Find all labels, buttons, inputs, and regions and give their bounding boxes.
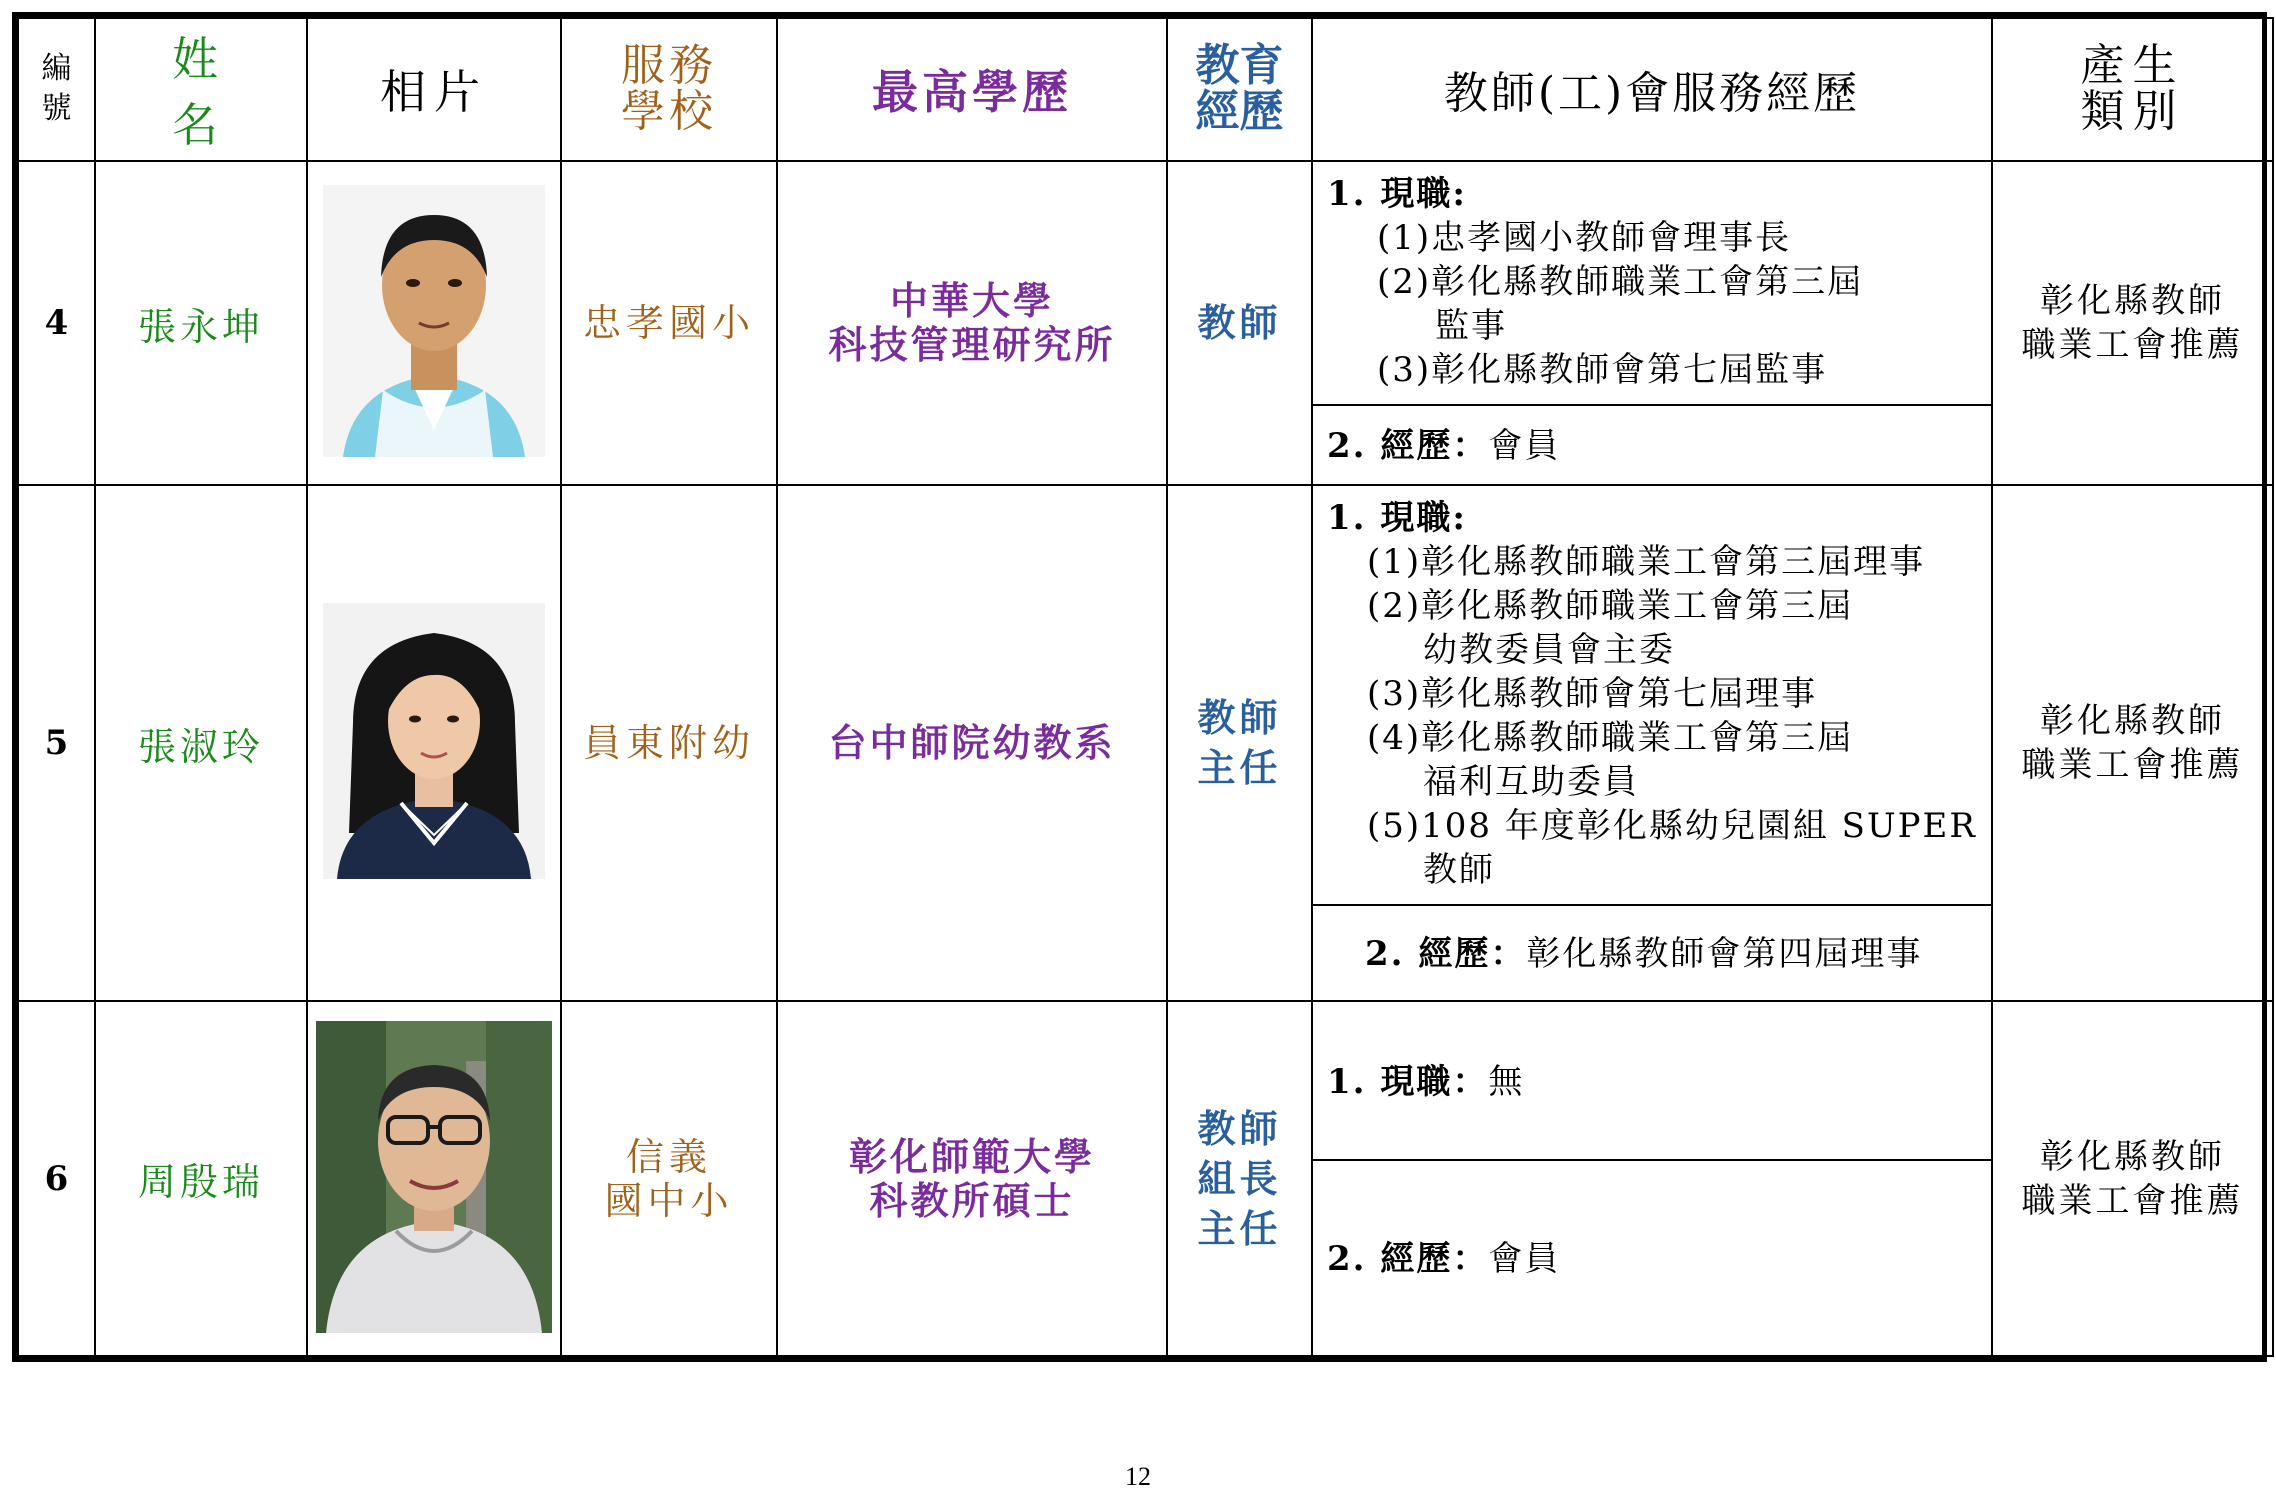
education-experience — [1167, 1001, 1312, 1356]
past-value: 會員 — [1488, 426, 1561, 467]
current-item: 幼教委員會主委 — [1423, 630, 1675, 671]
header-education-line2: 經歷 — [1195, 86, 1284, 138]
header-education-line1: 教育 — [1195, 40, 1284, 92]
current-item: (5)108 年度彰化縣幼兒園組 SUPER — [1367, 806, 1977, 847]
type-line: 彰化縣教師 — [2040, 701, 2225, 742]
row-number: 6 — [18, 1001, 95, 1356]
past-label: 2. 經歷： — [1327, 1238, 1489, 1279]
type-line: 彰化縣教師 — [2040, 281, 2225, 322]
degree-line: 中華大學 — [889, 278, 1054, 324]
candidate-photo — [316, 1021, 552, 1333]
header-number — [18, 18, 95, 161]
degree-line: 科教所碩士 — [869, 1177, 1075, 1223]
current-item: 監事 — [1435, 305, 1507, 346]
candidate-name: 張永坤 — [95, 161, 307, 486]
current-item: 教師 — [1423, 850, 1495, 891]
current-positions — [1312, 1001, 1992, 1160]
current-item: 福利互助委員 — [1423, 762, 1639, 803]
candidate-name: 張淑玲 — [95, 485, 307, 1001]
nomination-type — [1992, 1001, 2273, 1356]
current-item: (3)彰化縣教師會第七屆監事 — [1377, 349, 1828, 390]
school-line: 員東附幼 — [582, 721, 755, 766]
past-value: 會員 — [1488, 1238, 1561, 1279]
header-school-line1: 服務 — [621, 40, 717, 92]
current-label: 1. 現職: — [1327, 173, 1467, 214]
header-photo: 相片 — [307, 18, 561, 161]
nomination-type — [1992, 161, 2273, 486]
highest-degree — [777, 485, 1167, 1001]
candidate-name: 周殷瑞 — [95, 1001, 307, 1356]
row-number: 5 — [18, 485, 95, 1001]
photo-cell — [307, 485, 561, 1001]
school-line: 國中小 — [604, 1178, 734, 1223]
current-item: (1)彰化縣教師職業工會第三屆理事 — [1367, 542, 1926, 583]
degree-line: 台中師院幼教系 — [828, 720, 1116, 766]
header-school — [561, 18, 777, 161]
photo-cell — [307, 161, 561, 486]
service-school — [561, 161, 777, 486]
table-row — [18, 485, 2273, 904]
service-school — [561, 1001, 777, 1356]
current-item: (2)彰化縣教師職業工會第三屆 — [1367, 586, 1854, 627]
edu-line: 教師 — [1197, 1105, 1282, 1151]
header-number-line1: 編 — [41, 51, 72, 87]
page-number: 12 — [1125, 1462, 1151, 1491]
header-type-line2: 類別 — [2080, 86, 2185, 138]
type-line: 職業工會推薦 — [2021, 1180, 2244, 1221]
degree-line: 彰化師範大學 — [848, 1133, 1095, 1179]
photo-cell — [307, 1001, 561, 1356]
current-item: (3)彰化縣教師會第七屆理事 — [1367, 674, 1818, 715]
type-line: 職業工會推薦 — [2021, 325, 2244, 366]
candidate-table — [17, 17, 2274, 1357]
candidate-table-frame — [12, 12, 2267, 1362]
candidate-photo — [323, 185, 545, 457]
past-experience — [1312, 1160, 1992, 1356]
edu-line: 教師 — [1197, 695, 1282, 741]
current-item: (1)忠孝國小教師會理事長 — [1377, 217, 1792, 258]
past-label: 2. 經歷： — [1365, 933, 1527, 974]
past-experience — [1312, 405, 1992, 485]
degree-line: 科技管理研究所 — [828, 322, 1116, 368]
current-value: 無 — [1488, 1061, 1525, 1102]
edu-line: 主任 — [1197, 1205, 1282, 1251]
type-line: 彰化縣教師 — [2040, 1136, 2225, 1177]
edu-line: 教師 — [1197, 300, 1282, 346]
highest-degree — [777, 161, 1167, 486]
row-number: 4 — [18, 161, 95, 486]
current-item: (4)彰化縣教師職業工會第三屆 — [1367, 718, 1854, 759]
service-school — [561, 485, 777, 1001]
current-positions — [1312, 485, 1992, 904]
nomination-type — [1992, 485, 2273, 1001]
header-type-line1: 產生 — [2080, 40, 2185, 92]
table-row — [18, 161, 2273, 405]
current-item: (2)彰化縣教師職業工會第三屆 — [1377, 261, 1864, 302]
table-row — [18, 1001, 2273, 1160]
header-education — [1167, 18, 1312, 161]
header-number-line2: 號 — [41, 91, 72, 127]
past-label: 2. 經歷： — [1327, 426, 1489, 467]
past-value: 彰化縣教師會第四屆理事 — [1526, 933, 1923, 974]
header-name: 姓名 — [95, 18, 307, 161]
header-school-line2: 學校 — [621, 86, 717, 138]
current-label: 1. 現職： — [1327, 1061, 1489, 1102]
education-experience — [1167, 485, 1312, 1001]
current-positions — [1312, 161, 1992, 405]
highest-degree — [777, 1001, 1167, 1356]
header-union-experience: 教師(工)會服務經歷 — [1312, 18, 1992, 161]
candidate-photo — [323, 603, 545, 879]
school-line: 信義 — [625, 1134, 712, 1179]
header-nomination-type — [1992, 18, 2273, 161]
current-label: 1. 現職: — [1327, 498, 1467, 539]
education-experience — [1167, 161, 1312, 486]
edu-line: 組長 — [1197, 1155, 1282, 1201]
header-row — [18, 18, 2273, 161]
header-degree: 最高學歷 — [777, 18, 1167, 161]
type-line: 職業工會推薦 — [2021, 745, 2244, 786]
school-line: 忠孝國小 — [582, 301, 755, 346]
past-experience — [1312, 905, 1992, 1002]
edu-line: 主任 — [1197, 745, 1282, 791]
